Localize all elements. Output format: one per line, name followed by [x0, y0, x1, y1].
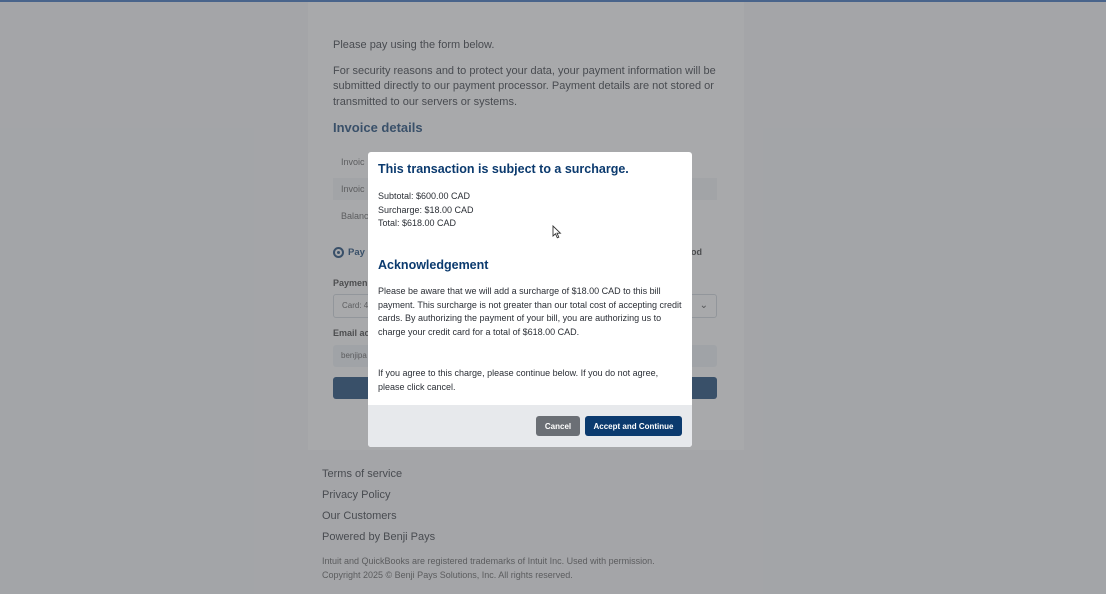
agree-text: If you agree to this charge, please continue below. If you do not agree, please click cancel.	[378, 368, 659, 392]
total-text: Total: $618.00 CAD	[378, 218, 457, 229]
cancel-button[interactable]: Cancel	[536, 416, 580, 436]
mouse-cursor-icon	[552, 225, 562, 239]
acknowledgement-title: Acknowledgement	[378, 258, 489, 272]
modal-footer	[368, 405, 692, 447]
modal-title: This transaction is subject to a surcharge.	[378, 162, 629, 176]
surcharge-text: Surcharge: $18.00 CAD	[378, 204, 474, 215]
amount-summary	[378, 190, 474, 231]
subtotal-text: Subtotal: $600.00 CAD	[378, 191, 471, 201]
surcharge-modal	[368, 152, 692, 447]
acknowledgement-text: Please be aware that we will add a surcharge of $18.00 CAD to this bill payment. This surcharge is not greater than our total cost of accepting credit cards. By authorizing the payment of your bill, you are authorizing us to charge your credit card for a total of $618.00 CAD.	[378, 286, 682, 337]
accept-and-continue-button[interactable]: Accept and Continue	[585, 416, 682, 436]
